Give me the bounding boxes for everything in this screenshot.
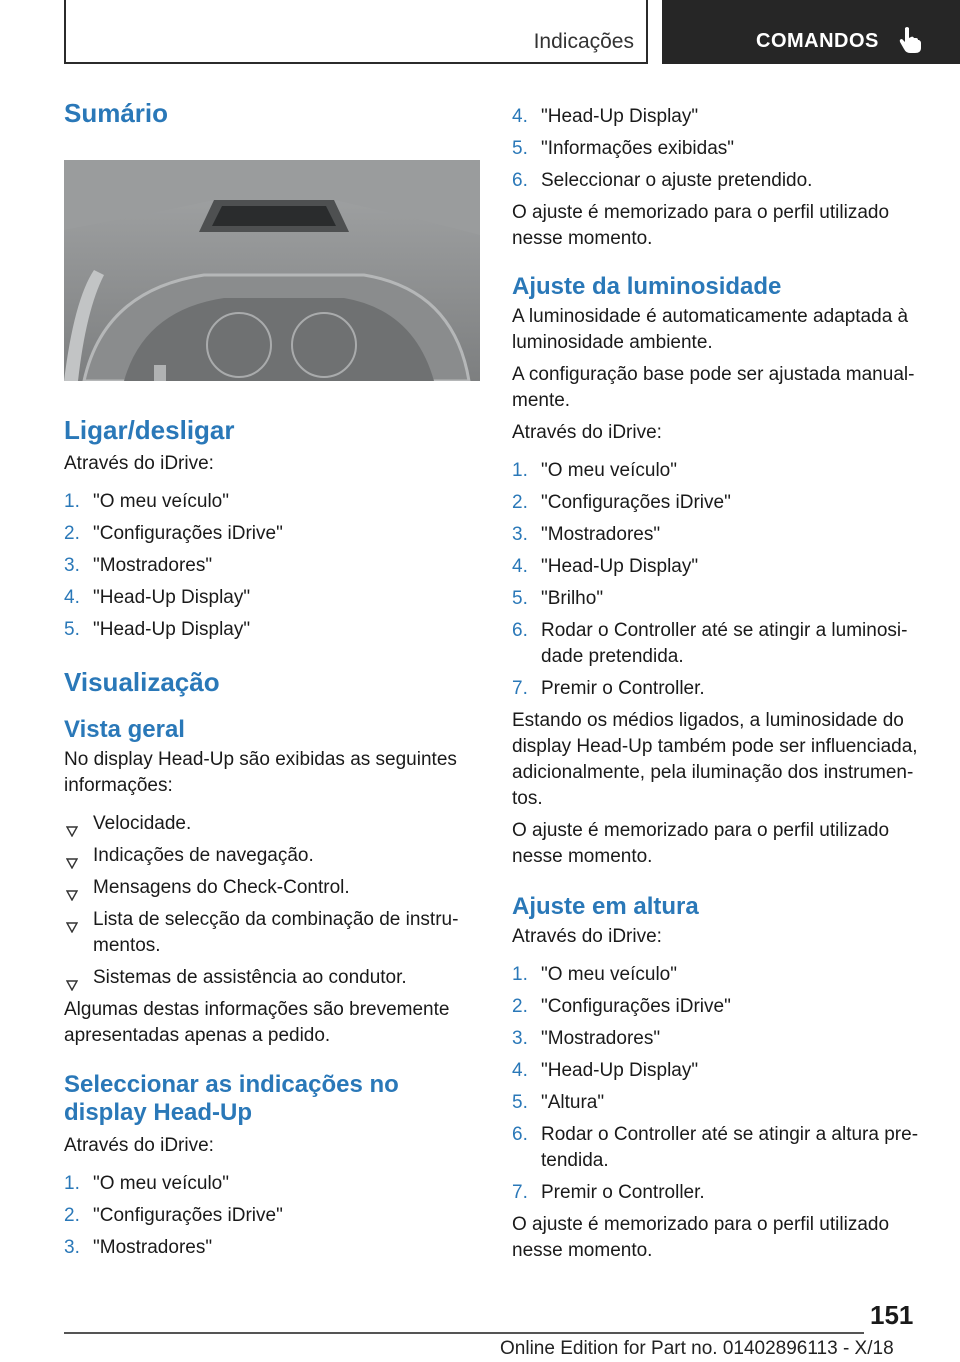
list-item: 4. "Head-Up Display" bbox=[512, 106, 699, 127]
list-item: Sistemas de assistência ao condutor. bbox=[64, 965, 480, 991]
brightness-text-3: Estando os médios ligados, a luminosidade do display Head-Up também pode ser influenciada, adicionalmente, pela iluminação dos instrumen-tos. bbox=[512, 710, 918, 809]
list-item: 3. "Mostradores" bbox=[512, 524, 661, 545]
left-column bbox=[64, 96, 480, 1267]
height-intro: Através do iDrive: bbox=[512, 926, 662, 947]
select-intro: Através do iDrive: bbox=[64, 1135, 214, 1156]
list-item: 1. "O meu veículo" bbox=[64, 491, 229, 512]
list-item: 1. "O meu veículo" bbox=[512, 460, 677, 481]
list-item: 5. "Informações exibidas" bbox=[512, 138, 735, 159]
footer-edition: Online Edition for Part no. 01402896113 - X/18 bbox=[500, 1338, 894, 1359]
overview-note: Algumas destas informações são brevemente apresentadas apenas a pedido. bbox=[64, 999, 450, 1046]
on-off-intro: Através do iDrive: bbox=[64, 453, 214, 474]
height-note: O ajuste é memorizado para o perfil utilizado nesse momento. bbox=[512, 1214, 890, 1261]
select-steps-a bbox=[64, 1171, 480, 1261]
brightness-text-2: A configuração base pode ser ajustada manual-mente. bbox=[512, 364, 915, 411]
brightness-note: O ajuste é memorizado para o perfil utilizado nesse momento. bbox=[512, 820, 890, 867]
list-item: 5. "Altura" bbox=[512, 1092, 605, 1113]
list-item: 6. Seleccionar o ajuste pretendido. bbox=[512, 170, 813, 191]
list-item: 4. "Head-Up Display" bbox=[512, 556, 699, 577]
hud-dashboard-image bbox=[64, 160, 480, 381]
list-item: 3. "Mostradores" bbox=[64, 555, 213, 576]
on-off-steps bbox=[64, 489, 480, 643]
triangle-bullet-icon bbox=[66, 819, 78, 845]
summary-title: Sumário bbox=[64, 98, 169, 128]
brightness-text-1: A luminosidade é automaticamente adaptada à luminosidade ambiente. bbox=[512, 306, 909, 353]
list-item: Mensagens do Check-Control. bbox=[64, 875, 480, 901]
overview-bullets bbox=[64, 811, 480, 991]
list-item: 3. "Mostradores" bbox=[64, 1237, 213, 1258]
list-item: 7. Premir o Controller. bbox=[512, 1182, 705, 1203]
height-title: Ajuste em altura bbox=[512, 893, 699, 920]
triangle-bullet-icon bbox=[66, 915, 78, 941]
header-chapter-title: COMANDOS bbox=[756, 30, 879, 52]
list-item: 5. "Brilho" bbox=[512, 588, 604, 609]
triangle-bullet-icon bbox=[66, 973, 78, 999]
list-item: 4. "Head-Up Display" bbox=[512, 1060, 699, 1081]
height-steps bbox=[512, 962, 928, 1206]
select-steps-b bbox=[512, 104, 928, 194]
list-item: 2. "Configurações iDrive" bbox=[512, 996, 731, 1017]
list-item: 1. "O meu veículo" bbox=[512, 964, 677, 985]
list-item: 2. "Configurações iDrive" bbox=[64, 1205, 283, 1226]
header-chapter-box bbox=[662, 0, 960, 64]
select-title: Seleccionar as indicações no display Head-Up bbox=[64, 1071, 399, 1126]
list-item: Lista de selecção da combinação de instru-mentos. bbox=[64, 907, 480, 959]
list-item: 1. "O meu veículo" bbox=[64, 1173, 229, 1194]
select-note: O ajuste é memorizado para o perfil utilizado nesse momento. bbox=[512, 202, 890, 249]
list-item: 7. Premir o Controller. bbox=[512, 678, 705, 699]
page-number: 151 bbox=[870, 1300, 914, 1330]
hand-pointer-icon bbox=[898, 26, 922, 59]
triangle-bullet-icon bbox=[66, 883, 78, 909]
brightness-intro: Através do iDrive: bbox=[512, 422, 662, 443]
list-item: 5. "Head-Up Display" bbox=[64, 619, 251, 640]
list-item: Indicações de navegação. bbox=[64, 843, 480, 869]
list-item: 6. Rodar o Controller até se atingir a luminosi-dade pretendida. bbox=[512, 620, 908, 667]
brightness-steps bbox=[512, 458, 928, 702]
list-item: 2. "Configurações iDrive" bbox=[64, 523, 283, 544]
on-off-title: Ligar/desligar bbox=[64, 415, 235, 445]
triangle-bullet-icon bbox=[66, 851, 78, 877]
brightness-title: Ajuste da luminosidade bbox=[512, 273, 782, 300]
header-section-box bbox=[64, 0, 648, 64]
list-item: Velocidade. bbox=[64, 811, 480, 837]
footer-divider bbox=[64, 1332, 864, 1334]
list-item: 4. "Head-Up Display" bbox=[64, 587, 251, 608]
right-column bbox=[512, 104, 928, 1264]
overview-title: Vista geral bbox=[64, 716, 185, 743]
list-item: 3. "Mostradores" bbox=[512, 1028, 661, 1049]
header-section-title: Indicações bbox=[533, 30, 634, 53]
visualization-title: Visualização bbox=[64, 667, 220, 697]
overview-text: No display Head-Up são exibidas as seguintes informações: bbox=[64, 749, 457, 796]
list-item: 2. "Configurações iDrive" bbox=[512, 492, 731, 513]
list-item: 6. Rodar o Controller até se atingir a altura pre-tendida. bbox=[512, 1124, 919, 1171]
